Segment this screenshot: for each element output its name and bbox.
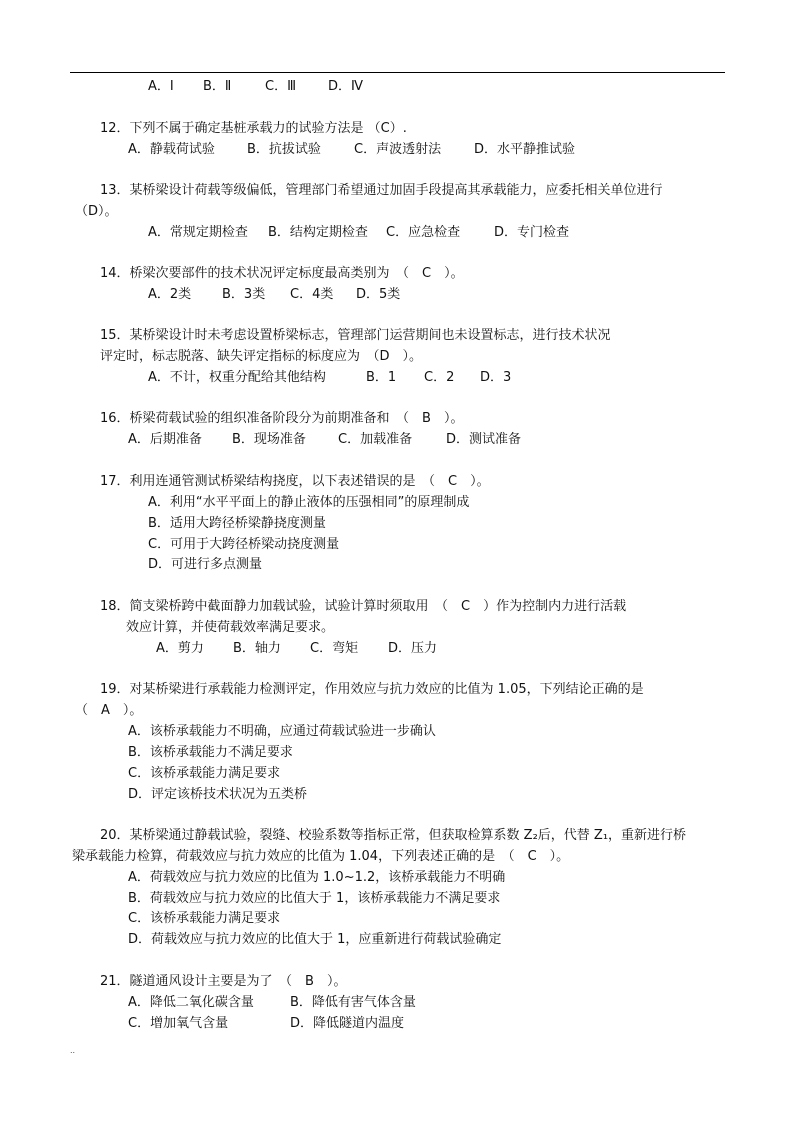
q19-option-d: D．评定该桥技术状况为五类桥 [128,787,308,802]
question-18-stem: 18．简支梁桥跨中截面静力加载试验，试验计算时须取用 （ C ）作为控制内力进行活载 [100,599,627,614]
q12-option-c: C．声波透射法 [354,142,442,157]
q21-option-c: C．增加氧气含量 [128,1016,229,1031]
q17-option-d: D．可进行多点测量 [148,557,263,572]
q21-option-b: B．降低有害气体含量 [290,995,416,1010]
q18-option-a: A．剪力 [156,641,204,656]
footer-mark: .. [70,1046,76,1055]
q19-option-b: B．该桥承载能力不满足要求 [128,745,293,760]
q19-option-c: C．该桥承载能力满足要求 [128,766,281,781]
q18-option-b: B．轴力 [233,641,281,656]
q20-option-b: B．荷载效应与抗力效应的比值大于 1，该桥承载能力不满足要求 [128,891,501,906]
question-19-stem-cont: （ A ）。 [75,703,143,718]
q17-option-a: A．利用“水平平面上的静止液体的压强相同”的原理制成 [148,495,470,510]
q14-option-d: D．5类 [356,287,401,302]
q19-option-a: A．该桥承载能力不明确，应通过荷载试验进一步确认 [128,724,436,739]
q12-option-b: B．抗拔试验 [247,142,321,157]
q20-option-a: A．荷载效应与抗力效应的比值为 1.0~1.2，该桥承载能力不明确 [128,870,506,885]
question-17-stem: 17．利用连通管测试桥梁结构挠度，以下表述错误的是 （ C ）。 [100,474,490,489]
header-option-a: A．Ⅰ [148,79,174,94]
question-15-stem-cont: 评定时，标志脱落、缺失评定指标的标度应为 （D ）。 [100,349,423,364]
header-rule [70,72,725,73]
q12-option-d: D．水平静推试验 [474,142,576,157]
q12-option-a: A．静载荷试验 [128,142,215,157]
q13-option-b: B．结构定期检查 [268,225,368,240]
q13-option-a: A．常规定期检查 [148,225,248,240]
question-16-stem: 16．桥梁荷载试验的组织准备阶段分为前期准备和 （ B ）。 [100,411,464,426]
question-15-stem: 15．某桥梁设计时未考虑设置桥梁标志，管理部门运营期间也未设置标志，进行技术状况 [100,328,611,343]
q14-option-b: B．3类 [222,287,266,302]
q13-option-c: C．应急检查 [386,225,461,240]
q21-option-a: A．降低二氧化碳含量 [128,995,254,1010]
q18-option-c: C．弯矩 [310,641,359,656]
question-12-stem: 12．下列不属于确定基桩承载力的试验方法是 （C）. [100,121,407,136]
q20-option-d: D．荷载效应与抗力效应的比值大于 1，应重新进行荷载试验确定 [128,932,502,947]
question-20-stem: 20．某桥梁通过静载试验，裂缝、校验系数等指标正常，但获取检算系数 Z₂后，代替 Z₁，重新进行桥 [100,828,687,843]
header-option-d: D．Ⅳ [328,79,364,94]
q16-option-b: B．现场准备 [232,432,306,447]
q16-option-d: D．测试准备 [446,432,522,447]
question-18-stem-cont: 效应计算，并使荷载效率满足要求。 [126,620,335,635]
q17-option-c: C．可用于大跨径桥梁动挠度测量 [148,537,340,552]
q16-option-a: A．后期准备 [128,432,202,447]
question-21-stem: 21．隧道通风设计主要是为了 （ B ）。 [100,974,347,989]
q14-option-a: A．2类 [148,287,192,302]
q13-option-d: D．专门检查 [494,225,570,240]
q15-option-d: D．3 [480,370,512,385]
question-14-stem: 14．桥梁次要部件的技术状况评定标度最高类别为 （ C ）。 [100,266,464,281]
q15-option-c: C．2 [424,370,455,385]
q20-option-c: C．该桥承载能力满足要求 [128,911,281,926]
question-13-stem-cont: （D）。 [75,204,118,219]
header-option-b: B．Ⅱ [203,79,232,94]
q14-option-c: C．4类 [290,287,334,302]
question-20-stem-cont: 梁承载能力检算，荷载效应与抗力效应的比值为 1.04，下列表述正确的是 （ C ）。 [72,849,570,864]
question-19-stem: 19．对某桥梁进行承载能力检测评定，作用效应与抗力效应的比值为 1.05，下列结论正确的是 [100,682,644,697]
q18-option-d: D．压力 [388,641,438,656]
q15-option-b: B．1 [366,370,397,385]
question-13-stem: 13．某桥梁设计荷载等级偏低，管理部门希望通过加固手段提高其承载能力，应委托相关单位进行 [100,183,663,198]
header-option-c: C．Ⅲ [265,79,297,94]
q15-option-a: A．不计，权重分配给其他结构 [148,370,326,385]
q16-option-c: C．加载准备 [338,432,413,447]
q17-option-b: B．适用大跨径桥梁静挠度测量 [148,516,326,531]
q21-option-d: D．降低隧道内温度 [290,1016,405,1031]
